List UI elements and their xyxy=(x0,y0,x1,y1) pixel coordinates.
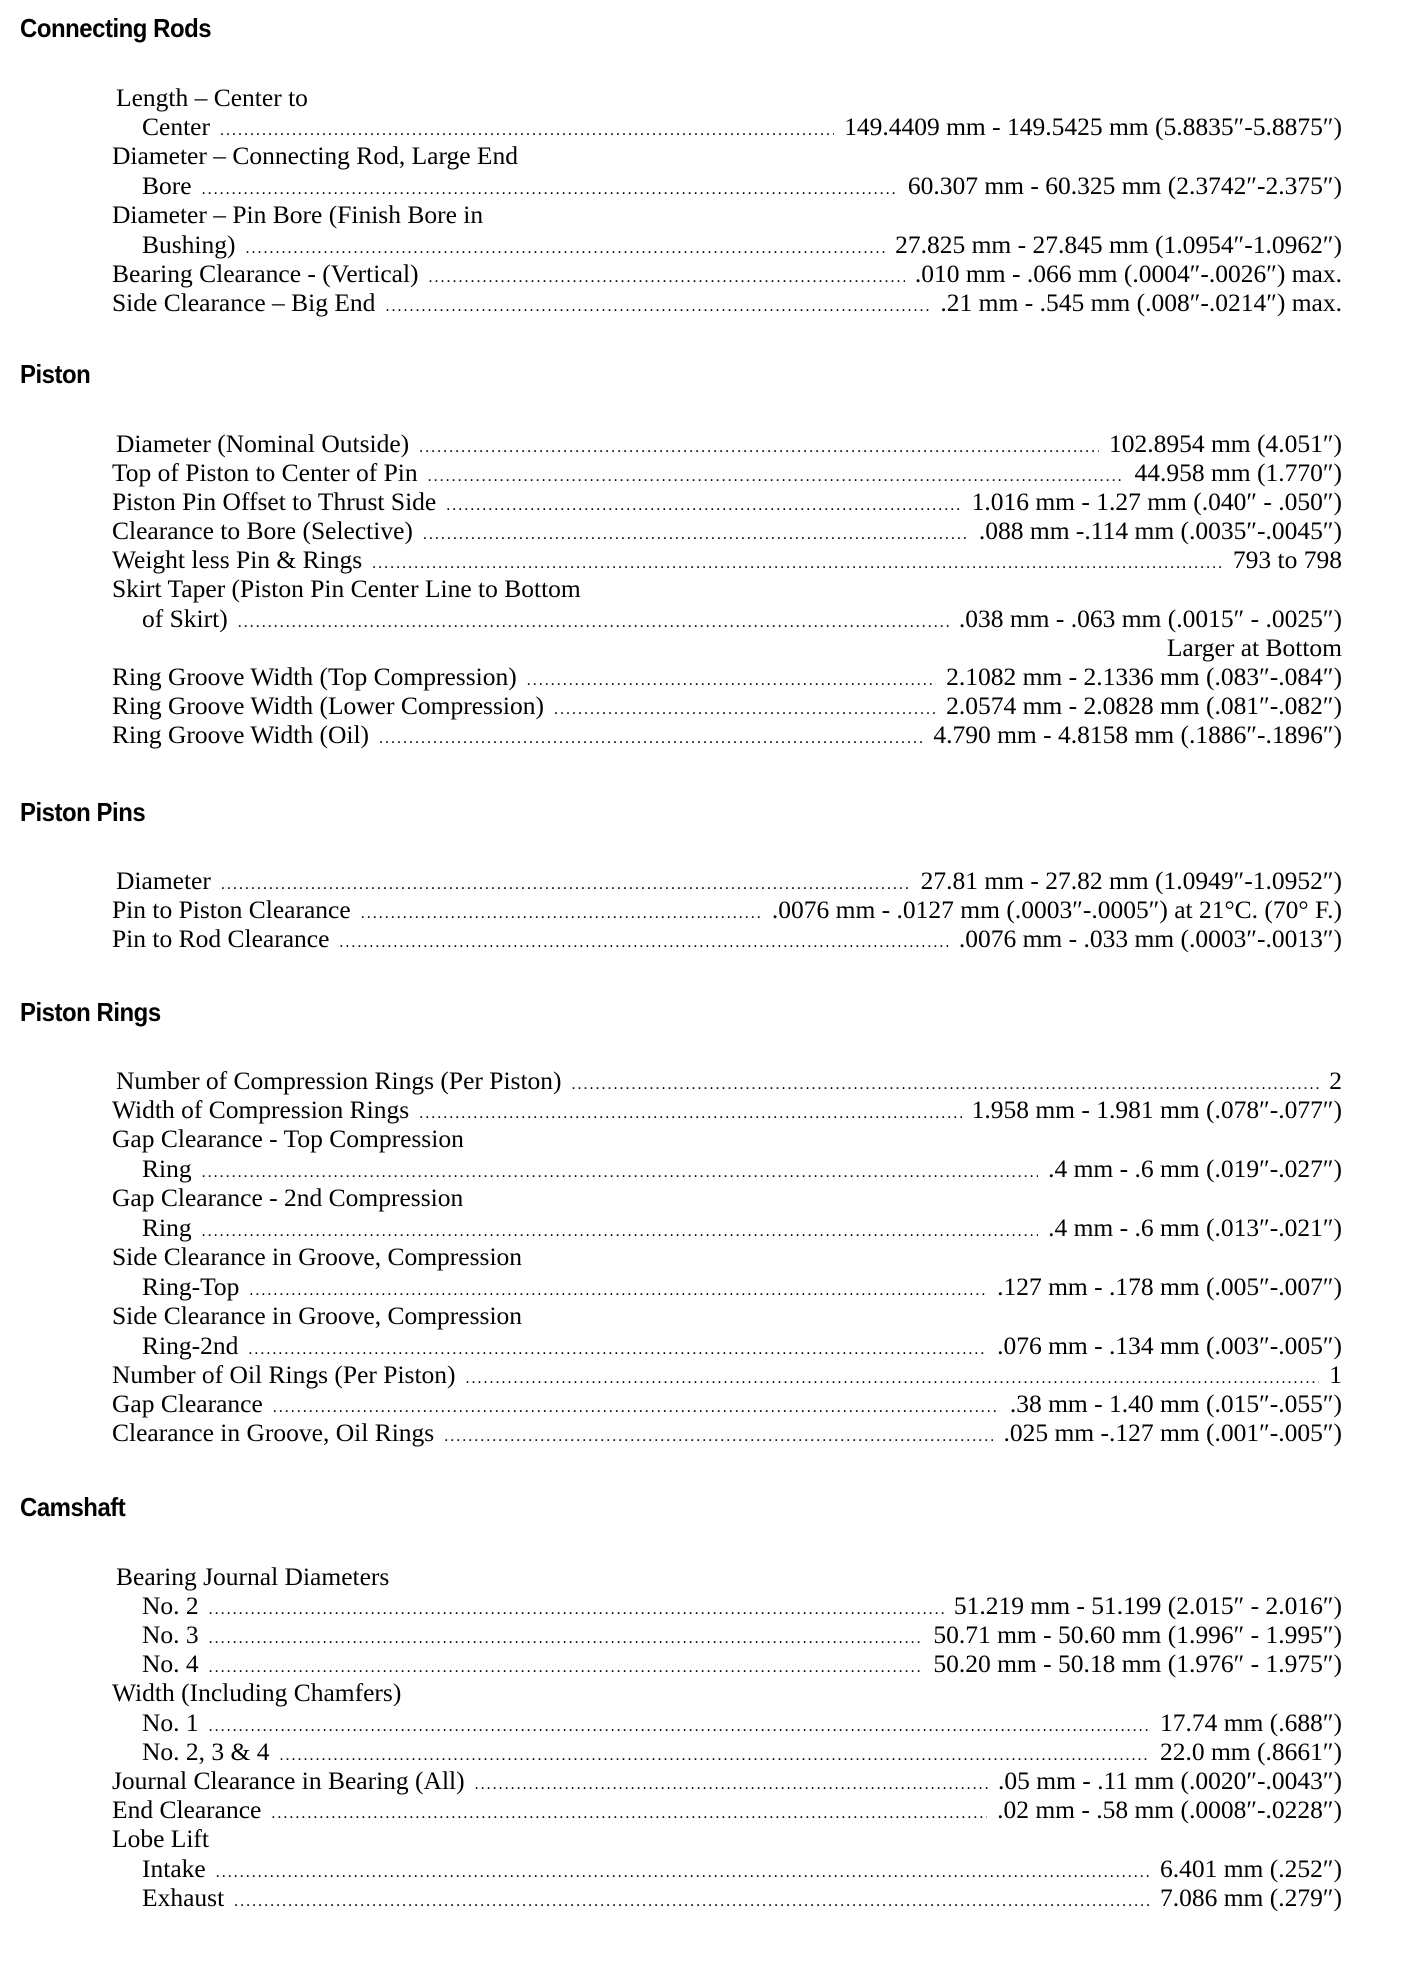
spec-row xyxy=(112,487,1342,517)
spec-value: 17.74 mm (.688″) xyxy=(1159,1708,1342,1737)
spec-label: No. 3 xyxy=(142,1620,199,1649)
spec-value: 44.958 mm (1.770″) xyxy=(1134,458,1342,487)
spec-label: Exhaust xyxy=(142,1883,225,1912)
spec-label: Length – Center to xyxy=(116,83,308,112)
spec-row xyxy=(112,924,1342,954)
spec-label: No. 2 xyxy=(142,1591,199,1620)
spec-value: .4 mm - .6 mm (.019″-.027″) xyxy=(1048,1154,1342,1183)
spec-label: Number of Compression Rings (Per Piston) xyxy=(116,1066,562,1095)
spec-label: Bushing) xyxy=(142,230,236,259)
spec-label: End Clearance xyxy=(112,1795,262,1824)
spec-row xyxy=(112,1272,1342,1302)
spec-label: Pin to Rod Clearance xyxy=(112,924,330,953)
dot-leader xyxy=(444,1422,993,1452)
spec-value: 6.401 mm (.252″) xyxy=(1159,1854,1342,1883)
spec-label: Top of Piston to Center of Pin xyxy=(112,458,418,487)
spec-row xyxy=(112,112,1342,142)
spec-row xyxy=(112,200,1342,230)
spec-value: .38 mm - 1.40 mm (.015″-.055″) xyxy=(1009,1389,1342,1418)
spec-row xyxy=(112,1360,1342,1390)
dot-leader xyxy=(379,724,923,754)
spec-label: Lobe Lift xyxy=(112,1824,210,1853)
spec-note-text: Larger at Bottom xyxy=(1166,633,1342,662)
spec-label: Ring-2nd xyxy=(142,1331,239,1360)
spec-label: Ring-Top xyxy=(142,1272,240,1301)
spec-row xyxy=(112,691,1342,721)
spec-value: .4 mm - .6 mm (.013″-.021″) xyxy=(1048,1213,1342,1242)
section-heading: Piston Pins xyxy=(20,797,146,827)
dot-leader xyxy=(234,1887,1150,1917)
spec-value: 149.4409 mm - 149.5425 mm (5.8835″-5.8875″) xyxy=(844,112,1342,141)
spec-label: of Skirt) xyxy=(142,604,228,633)
spec-value: .02 mm - .58 mm (.0008″-.0228″) xyxy=(997,1795,1342,1824)
spec-row xyxy=(112,1331,1342,1361)
spec-value: 60.307 mm - 60.325 mm (2.3742″-2.375″) xyxy=(907,171,1342,200)
spec-row xyxy=(112,1708,1342,1738)
spec-row xyxy=(112,171,1342,201)
spec-row xyxy=(112,604,1342,634)
spec-value: 2.0574 mm - 2.0828 mm (.081″-.082″) xyxy=(946,691,1342,720)
spec-row xyxy=(112,1213,1342,1243)
spec-value: 2.1082 mm - 2.1336 mm (.083″-.084″) xyxy=(946,662,1342,691)
dot-leader xyxy=(385,292,930,322)
spec-value: 50.20 mm - 50.18 mm (1.976″ - 1.975″) xyxy=(933,1649,1342,1678)
spec-row xyxy=(112,720,1342,750)
spec-label: Bore xyxy=(142,171,192,200)
spec-value: .21 mm - .545 mm (.008″-.0214″) max. xyxy=(940,288,1342,317)
spec-label: Side Clearance – Big End xyxy=(112,288,376,317)
spec-label: Diameter xyxy=(116,866,211,895)
spec-label: Ring xyxy=(142,1154,192,1183)
spec-label: Gap Clearance - 2nd Compression xyxy=(112,1183,464,1212)
spec-value: 27.825 mm - 27.845 mm (1.0954″-1.0962″) xyxy=(895,230,1342,259)
spec-value: .0076 mm - .0127 mm (.0003″-.0005″) at 21°C. (70° F.) xyxy=(771,895,1342,924)
spec-label: Ring xyxy=(142,1213,192,1242)
spec-label: Diameter – Connecting Rod, Large End xyxy=(112,141,519,170)
spec-label: Skirt Taper (Piston Pin Center Line to Bottom xyxy=(112,574,581,603)
spec-label: Weight less Pin & Rings xyxy=(112,545,363,574)
spec-row xyxy=(112,574,1342,604)
spec-label: No. 2, 3 & 4 xyxy=(142,1737,270,1766)
spec-row xyxy=(112,1824,1342,1854)
spec-row xyxy=(112,458,1342,488)
spec-row xyxy=(112,516,1342,546)
spec-row xyxy=(112,141,1342,171)
spec-label: Ring Groove Width (Oil) xyxy=(112,720,370,749)
spec-label: Pin to Piston Clearance xyxy=(112,895,351,924)
spec-row xyxy=(112,545,1342,575)
spec-row xyxy=(112,1095,1342,1125)
spec-row xyxy=(112,1883,1342,1913)
section-heading: Camshaft xyxy=(20,1492,126,1522)
spec-label: Gap Clearance - Top Compression xyxy=(112,1124,464,1153)
spec-value: 51.219 mm - 51.199 (2.015″ - 2.016″) xyxy=(953,1591,1342,1620)
spec-row xyxy=(112,1766,1342,1796)
spec-row xyxy=(112,1620,1342,1650)
spec-row xyxy=(112,662,1342,692)
spec-label: Center xyxy=(142,112,210,141)
spec-label: Intake xyxy=(142,1854,206,1883)
spec-value: 27.81 mm - 27.82 mm (1.0949″-1.0952″) xyxy=(920,866,1342,895)
spec-value: 7.086 mm (.279″) xyxy=(1159,1883,1342,1912)
spec-label: Number of Oil Rings (Per Piston) xyxy=(112,1360,456,1389)
spec-value: 22.0 mm (.8661″) xyxy=(1159,1737,1342,1766)
spec-value: .0076 mm - .033 mm (.0003″-.0013″) xyxy=(958,924,1342,953)
spec-row xyxy=(112,83,1342,113)
spec-value: .05 mm - .11 mm (.0020″-.0043″) xyxy=(998,1766,1342,1795)
spec-label: Bearing Journal Diameters xyxy=(116,1562,390,1591)
spec-row xyxy=(112,1124,1342,1154)
spec-value: 1.016 mm - 1.27 mm (.040″ - .050″) xyxy=(971,487,1342,516)
spec-label: No. 1 xyxy=(142,1708,199,1737)
spec-value: .127 mm - .178 mm (.005″-.007″) xyxy=(997,1272,1342,1301)
spec-value: 793 to 798 xyxy=(1232,545,1342,574)
spec-label: Side Clearance in Groove, Compression xyxy=(112,1242,523,1271)
spec-row xyxy=(112,429,1342,459)
spec-row xyxy=(112,1854,1342,1884)
spec-row xyxy=(112,1154,1342,1184)
spec-row xyxy=(112,1242,1342,1272)
spec-label: Ring Groove Width (Lower Compression) xyxy=(112,691,544,720)
dot-leader xyxy=(339,928,948,958)
spec-value: .038 mm - .063 mm (.0015″ - .0025″) xyxy=(958,604,1342,633)
spec-row xyxy=(112,1678,1342,1708)
spec-label: Clearance in Groove, Oil Rings xyxy=(112,1418,435,1447)
spec-value: 4.790 mm - 4.8158 mm (.1886″-.1896″) xyxy=(933,720,1342,749)
spec-note xyxy=(112,633,1342,663)
spec-value: .025 mm -.127 mm (.001″-.005″) xyxy=(1003,1418,1342,1447)
spec-value: .010 mm - .066 mm (.0004″-.0026″) max. xyxy=(914,259,1342,288)
spec-row xyxy=(112,259,1342,289)
spec-label: No. 4 xyxy=(142,1649,199,1678)
spec-row xyxy=(112,1418,1342,1448)
spec-row xyxy=(112,1562,1342,1592)
spec-label: Diameter – Pin Bore (Finish Bore in xyxy=(112,200,484,229)
spec-row xyxy=(112,230,1342,260)
spec-label: Clearance to Bore (Selective) xyxy=(112,516,413,545)
spec-row xyxy=(112,1183,1342,1213)
spec-value: .076 mm - .134 mm (.003″-.005″) xyxy=(997,1331,1342,1360)
spec-value: 2 xyxy=(1329,1066,1342,1095)
spec-value: 50.71 mm - 50.60 mm (1.996″ - 1.995″) xyxy=(933,1620,1342,1649)
spec-row xyxy=(112,1066,1342,1096)
section-heading: Piston xyxy=(20,359,91,389)
spec-value: 1.958 mm - 1.981 mm (.078″-.077″) xyxy=(971,1095,1342,1124)
spec-row xyxy=(112,895,1342,925)
spec-label: Journal Clearance in Bearing (All) xyxy=(112,1766,465,1795)
spec-value: 102.8954 mm (4.051″) xyxy=(1108,429,1342,458)
spec-row xyxy=(112,1389,1342,1419)
spec-row xyxy=(112,288,1342,318)
spec-row xyxy=(112,866,1342,896)
section-heading: Piston Rings xyxy=(20,997,161,1027)
spec-label: Piston Pin Offset to Thrust Side xyxy=(112,487,437,516)
spec-label: Width (Including Chamfers) xyxy=(112,1678,402,1707)
spec-label: Gap Clearance xyxy=(112,1389,263,1418)
spec-value: 1 xyxy=(1329,1360,1342,1389)
spec-value: .088 mm -.114 mm (.0035″-.0045″) xyxy=(978,516,1342,545)
spec-row xyxy=(112,1737,1342,1767)
section-heading: Connecting Rods xyxy=(20,13,212,43)
spec-row xyxy=(112,1795,1342,1825)
spec-label: Width of Compression Rings xyxy=(112,1095,410,1124)
spec-label: Ring Groove Width (Top Compression) xyxy=(112,662,517,691)
spec-label: Diameter (Nominal Outside) xyxy=(116,429,410,458)
spec-label: Bearing Clearance - (Vertical) xyxy=(112,259,419,288)
spec-row xyxy=(112,1301,1342,1331)
spec-row xyxy=(112,1649,1342,1679)
spec-label: Side Clearance in Groove, Compression xyxy=(112,1301,523,1330)
spec-row xyxy=(112,1591,1342,1621)
